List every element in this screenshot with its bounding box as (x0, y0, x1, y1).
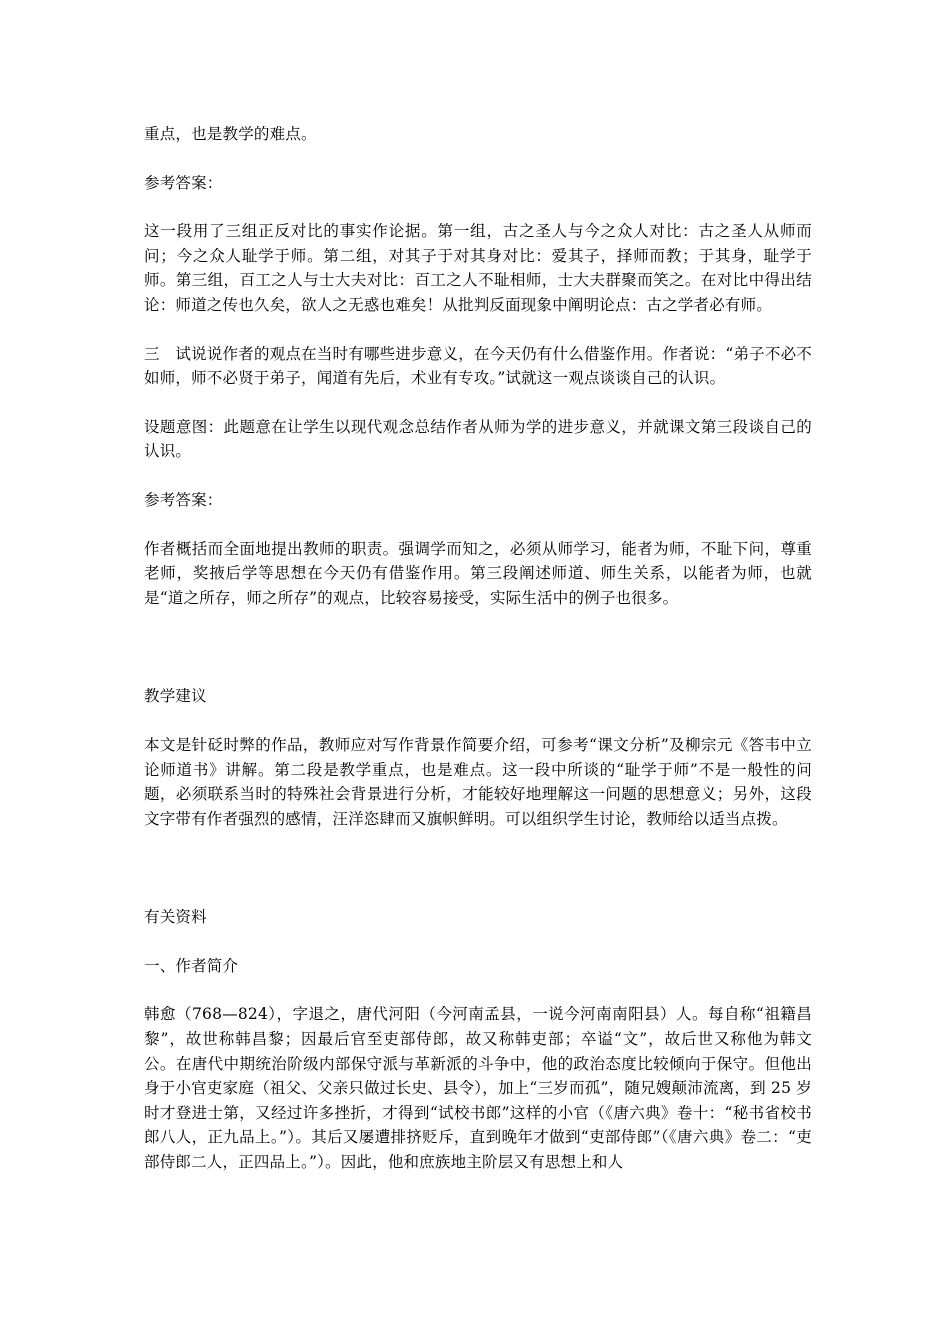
paragraph-gap (144, 391, 812, 415)
document-page (144, 122, 812, 1175)
paragraph-gap (144, 978, 812, 1002)
paragraph-continuation: 重点，也是教学的难点。 (144, 125, 317, 143)
answer-paragraph: 这一段用了三组正反对比的事实作论据。第一组，古之圣人与今之众人对比：古之圣人从师而问；今之众人耻学于师。第二组，对其子于对其身对比：爱其子，择师而教；于其身，耻学于师。第三组，百工之人与士大夫对比：百工之人不耻相师，士大夫群聚而笑之。在对比中得出结论：师道之传也久矣，欲人之无惑也难矣！从批判反面现象中阐明论点：古之学者必有师。 (144, 222, 812, 314)
answer-heading: 参考答案： (144, 173, 223, 192)
section-gap (144, 831, 812, 905)
paragraph-gap (144, 709, 812, 733)
paragraph-gap (144, 147, 812, 171)
answer-paragraph: 作者概括而全面地提出教师的职责。强调学而知之，必须从师学习，能者为师，不耻下问，尊重老师，奖掖后学等思想在今天仍有借鉴作用。第三段阐述师道、师生关系，以能者为师，也就是“道之所存，师之所存”的观点，比较容易接受，实际生活中的例子也很多。 (144, 539, 812, 607)
paragraph-gap (144, 318, 812, 342)
paragraph-gap (144, 513, 812, 537)
section-heading-teaching: 教学建议 (144, 687, 207, 706)
answer-heading: 参考答案： (144, 490, 223, 509)
paragraph-gap (144, 195, 812, 219)
section-heading-materials: 有关资料 (144, 908, 207, 927)
question-three: 三 试说说作者的观点在当时有哪些进步意义，在今天仍有什么借鉴作用。作者说：“弟子不必不如师，师不必贤于弟子，闻道有先后，术业有专攻。”试就这一观点谈谈自己的认识。 (144, 344, 812, 388)
author-bio-paragraph: 韩愈（768—824），字退之，唐代河阳（今河南孟县，一说今河南南阳县）人。每自称“祖籍昌黎”，故世称韩昌黎；因最后官至吏部侍郎，故又称韩吏部；卒谥“文”，故后世又称他为韩文公。在唐代中期统治阶级内部保守派与革新派的斗争中，他的政治态度比较倾向于保守。但他出身于小官吏家庭（祖父、父亲只做过长史、县令），加上“三岁而孤”，随兄嫂颠沛流离，到 25 岁时才登进士第，又经过许多挫折，才得到“试校书郎”这样的小官（《唐六典》卷十：“秘书省校书郎八人，正九品上。”）。其后又屡遭排挤贬斥，直到晚年才做到“吏部侍郎”（《唐六典》卷二：“吏部侍郎二人，正四品上。”）。因此，他和庶族地主阶层又有思想上和人 (144, 1005, 812, 1172)
paragraph-gap (144, 464, 812, 488)
teaching-suggestion-paragraph: 本文是针砭时弊的作品，教师应对写作背景作简要介绍，可参考“课文分析”及柳宗元《答韦中立论师道书》讲解。第二段是教学重点，也是难点。这一段中所谈的“耻学于师”不是一般性的问题，必须联系当时的特殊社会背景进行分析，才能较好地理解这一问题的思想意义；另外，这段文字带有作者强烈的感情，汪洋恣肆而又旗帜鲜明。可以组织学生讨论，教师给以适当点拨。 (144, 735, 812, 828)
paragraph-gap (144, 930, 812, 954)
section-gap (144, 610, 812, 684)
subsection-heading-author: 一、作者简介 (144, 956, 239, 975)
question-intent: 设题意图：此题意在让学生以现代观念总结作者从师为学的进步意义，并就课文第三段谈自己的认识。 (144, 417, 812, 461)
